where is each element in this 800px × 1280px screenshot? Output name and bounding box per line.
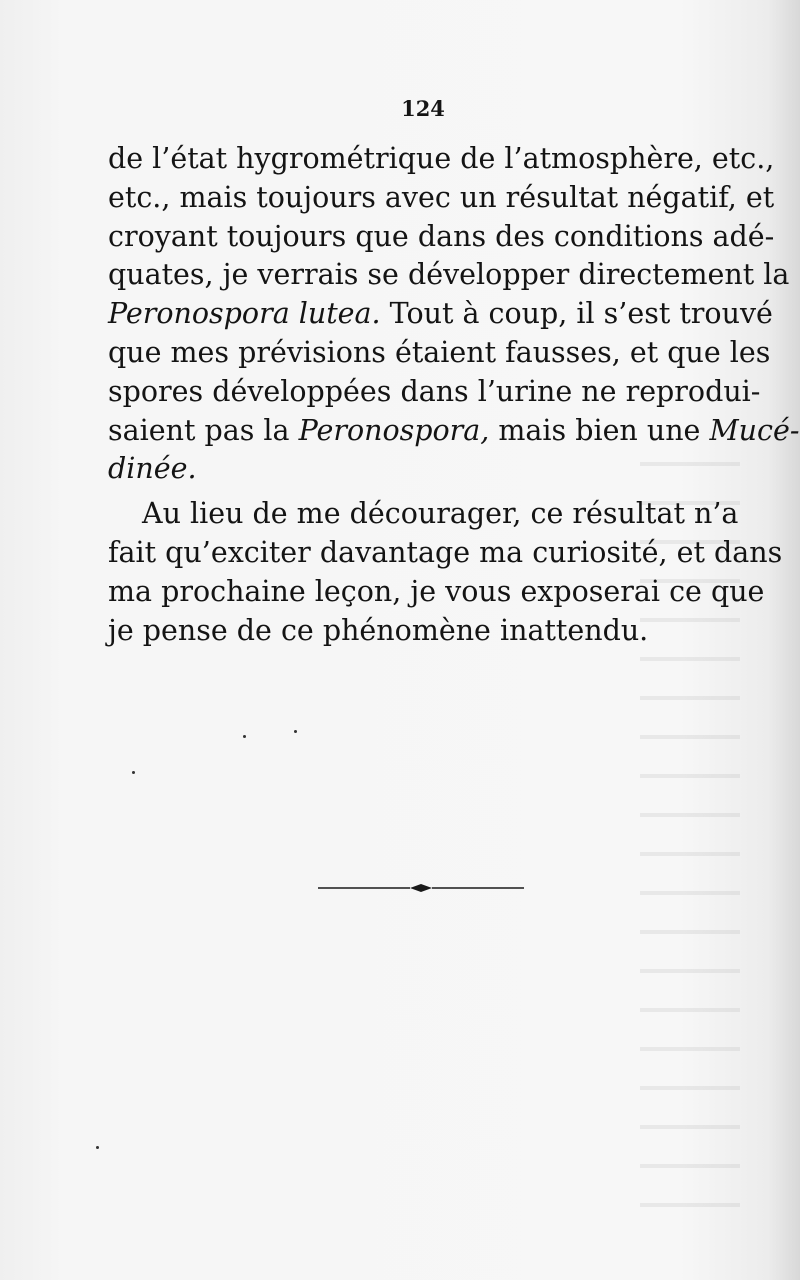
text-line: que mes prévisions étaient fausses, et que les	[108, 335, 771, 369]
text-line: de l’état hygrométrique de l’atmosphère, etc.,	[108, 142, 775, 175]
print-speck	[96, 1146, 99, 1149]
ornament-divider-icon	[318, 878, 528, 898]
text-line: fait qu’exciter davantage ma curiosité, et dans	[108, 535, 783, 569]
text-line: quates, je verrais se développer directement la	[108, 258, 790, 292]
text-line	[108, 450, 734, 489]
italic-family-name: dinée.	[108, 452, 197, 486]
page-number: 124	[401, 96, 445, 121]
print-speck	[132, 771, 135, 774]
text-line: spores développées dans l’urine ne reprodui-	[108, 374, 761, 408]
text-line: ma prochaine leçon, je vous exposerai ce que	[108, 574, 765, 608]
text-run: Tout à coup, il s’est trouvé	[380, 297, 773, 331]
text-line: je pense de ce phénomène inattendu.	[108, 613, 649, 647]
italic-species-name: Peronospora lutea.	[108, 297, 381, 331]
text-run: mais bien une	[489, 413, 710, 447]
print-speck	[243, 735, 246, 738]
text-line: croyant toujours que dans des conditions adé-	[108, 219, 775, 253]
text-line: etc., mais toujours avec un résultat négatif, et	[108, 180, 775, 214]
text-line	[108, 295, 773, 334]
body-text	[108, 140, 800, 650]
paragraph-2	[108, 495, 783, 650]
paragraph-1	[108, 140, 800, 489]
italic-genus-name: Peronospora,	[298, 413, 490, 447]
italic-family-name: Mucé-	[709, 413, 800, 447]
text-line	[108, 412, 800, 451]
text-line: Au lieu de me décourager, ce résultat n’a	[142, 497, 739, 531]
text-run: saient pas la	[108, 413, 299, 447]
print-speck	[294, 730, 297, 733]
